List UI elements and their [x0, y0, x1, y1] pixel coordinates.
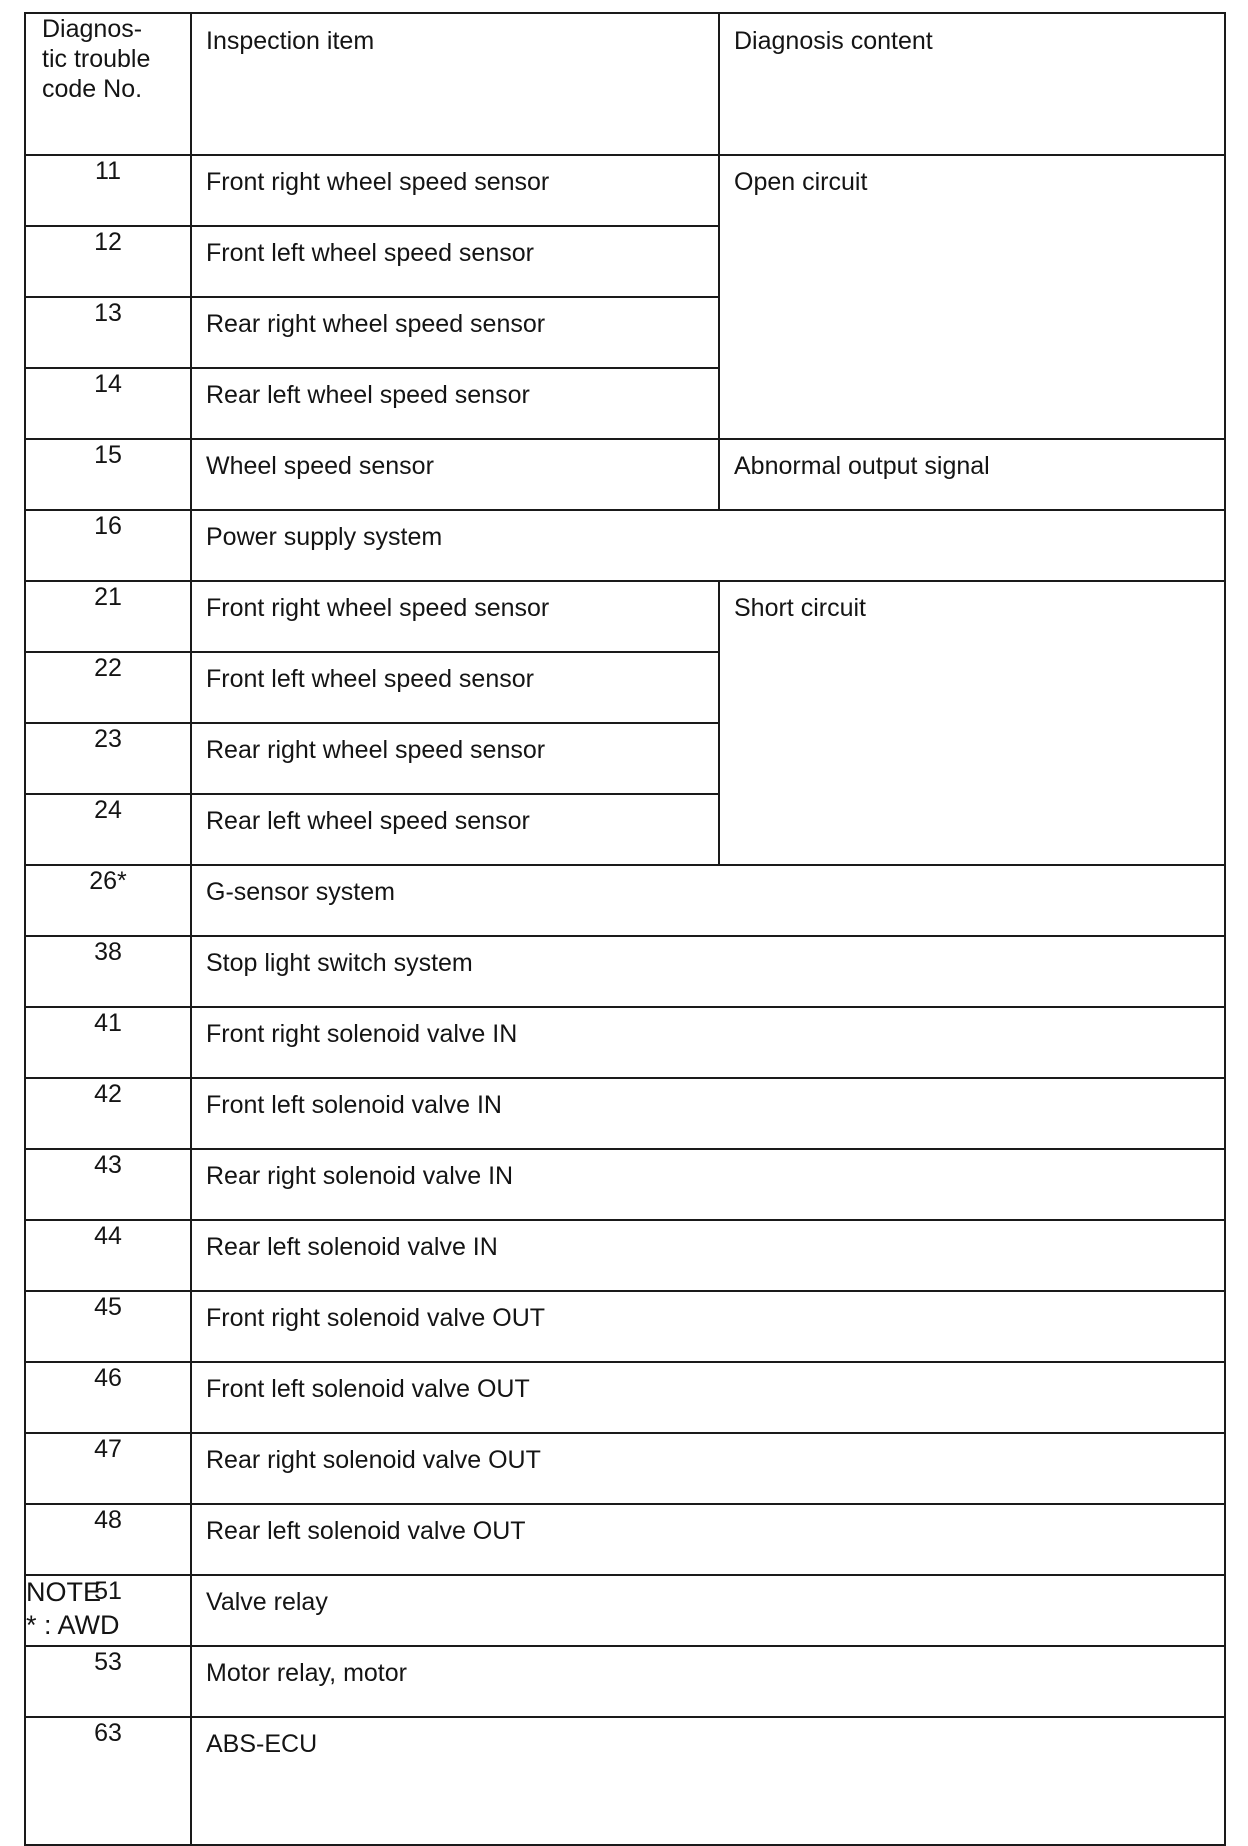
item-cell: Front left solenoid valve OUT	[191, 1362, 1225, 1433]
item-cell: Front right wheel speed sensor	[191, 155, 719, 226]
item-cell: Rear left wheel speed sensor	[191, 794, 719, 865]
header-item: Inspection item	[191, 13, 719, 155]
table-row	[25, 581, 1225, 652]
item-cell: Valve relay	[191, 1575, 1225, 1646]
code-cell: 48	[25, 1504, 191, 1575]
header-content: Diagnosis content	[719, 13, 1225, 155]
table-row	[25, 439, 1225, 510]
code-cell: 42	[25, 1078, 191, 1149]
code-cell: 46	[25, 1362, 191, 1433]
code-cell: 38	[25, 936, 191, 1007]
table-row	[25, 1717, 1225, 1845]
code-cell: 22	[25, 652, 191, 723]
item-cell: Rear left wheel speed sensor	[191, 368, 719, 439]
item-cell: Front right solenoid valve IN	[191, 1007, 1225, 1078]
table-row	[25, 1575, 1225, 1646]
table-row	[25, 1362, 1225, 1433]
code-cell: 24	[25, 794, 191, 865]
code-cell: 11	[25, 155, 191, 226]
item-cell: Front right wheel speed sensor	[191, 581, 719, 652]
table-row	[25, 1078, 1225, 1149]
code-cell: 16	[25, 510, 191, 581]
item-cell: Front left solenoid valve IN	[191, 1078, 1225, 1149]
code-cell: 51	[25, 1575, 191, 1646]
item-cell: Front left wheel speed sensor	[191, 226, 719, 297]
code-cell: 41	[25, 1007, 191, 1078]
table-row	[25, 1646, 1225, 1717]
content-short-circuit: Short circuit	[719, 581, 1225, 865]
header-code-text: Diagnos- tic trouble code No.	[42, 15, 151, 103]
item-cell: Rear left solenoid valve IN	[191, 1220, 1225, 1291]
table-row	[25, 1433, 1225, 1504]
table-row	[25, 510, 1225, 581]
code-cell: 53	[25, 1646, 191, 1717]
table-row	[25, 1007, 1225, 1078]
table-row	[25, 1291, 1225, 1362]
header-code	[25, 13, 191, 155]
code-cell: 14	[25, 368, 191, 439]
table-row	[25, 865, 1225, 936]
table-row	[25, 155, 1225, 226]
dtc-table	[24, 12, 1226, 1846]
item-cell: Stop light switch system	[191, 936, 1225, 1007]
table-row	[25, 1504, 1225, 1575]
code-cell: 21	[25, 581, 191, 652]
item-cell: Rear right wheel speed sensor	[191, 723, 719, 794]
code-cell: 43	[25, 1149, 191, 1220]
code-cell: 13	[25, 297, 191, 368]
code-cell: 12	[25, 226, 191, 297]
item-cell: Motor relay, motor	[191, 1646, 1225, 1717]
code-cell: 44	[25, 1220, 191, 1291]
item-cell: Front right solenoid valve OUT	[191, 1291, 1225, 1362]
code-cell: 45	[25, 1291, 191, 1362]
note-title: NOTE	[26, 1577, 102, 1607]
item-cell: Rear right wheel speed sensor	[191, 297, 719, 368]
code-cell: 47	[25, 1433, 191, 1504]
content-abnormal-signal: Abnormal output signal	[719, 439, 1225, 510]
code-cell: 23	[25, 723, 191, 794]
note-block	[26, 1576, 120, 1642]
item-cell: Rear right solenoid valve OUT	[191, 1433, 1225, 1504]
note-text: * : AWD	[26, 1610, 120, 1640]
code-cell: 63	[25, 1717, 191, 1845]
header-row	[25, 13, 1225, 155]
item-cell: Power supply system	[191, 510, 1225, 581]
item-cell: Rear right solenoid valve IN	[191, 1149, 1225, 1220]
table-row	[25, 1220, 1225, 1291]
item-cell: G-sensor system	[191, 865, 1225, 936]
table-row	[25, 1149, 1225, 1220]
content-open-circuit: Open circuit	[719, 155, 1225, 439]
code-cell: 26*	[25, 865, 191, 936]
item-cell: Wheel speed sensor	[191, 439, 719, 510]
table-row	[25, 936, 1225, 1007]
item-cell: Front left wheel speed sensor	[191, 652, 719, 723]
item-cell: Rear left solenoid valve OUT	[191, 1504, 1225, 1575]
code-cell: 15	[25, 439, 191, 510]
item-cell: ABS-ECU	[191, 1717, 1225, 1845]
